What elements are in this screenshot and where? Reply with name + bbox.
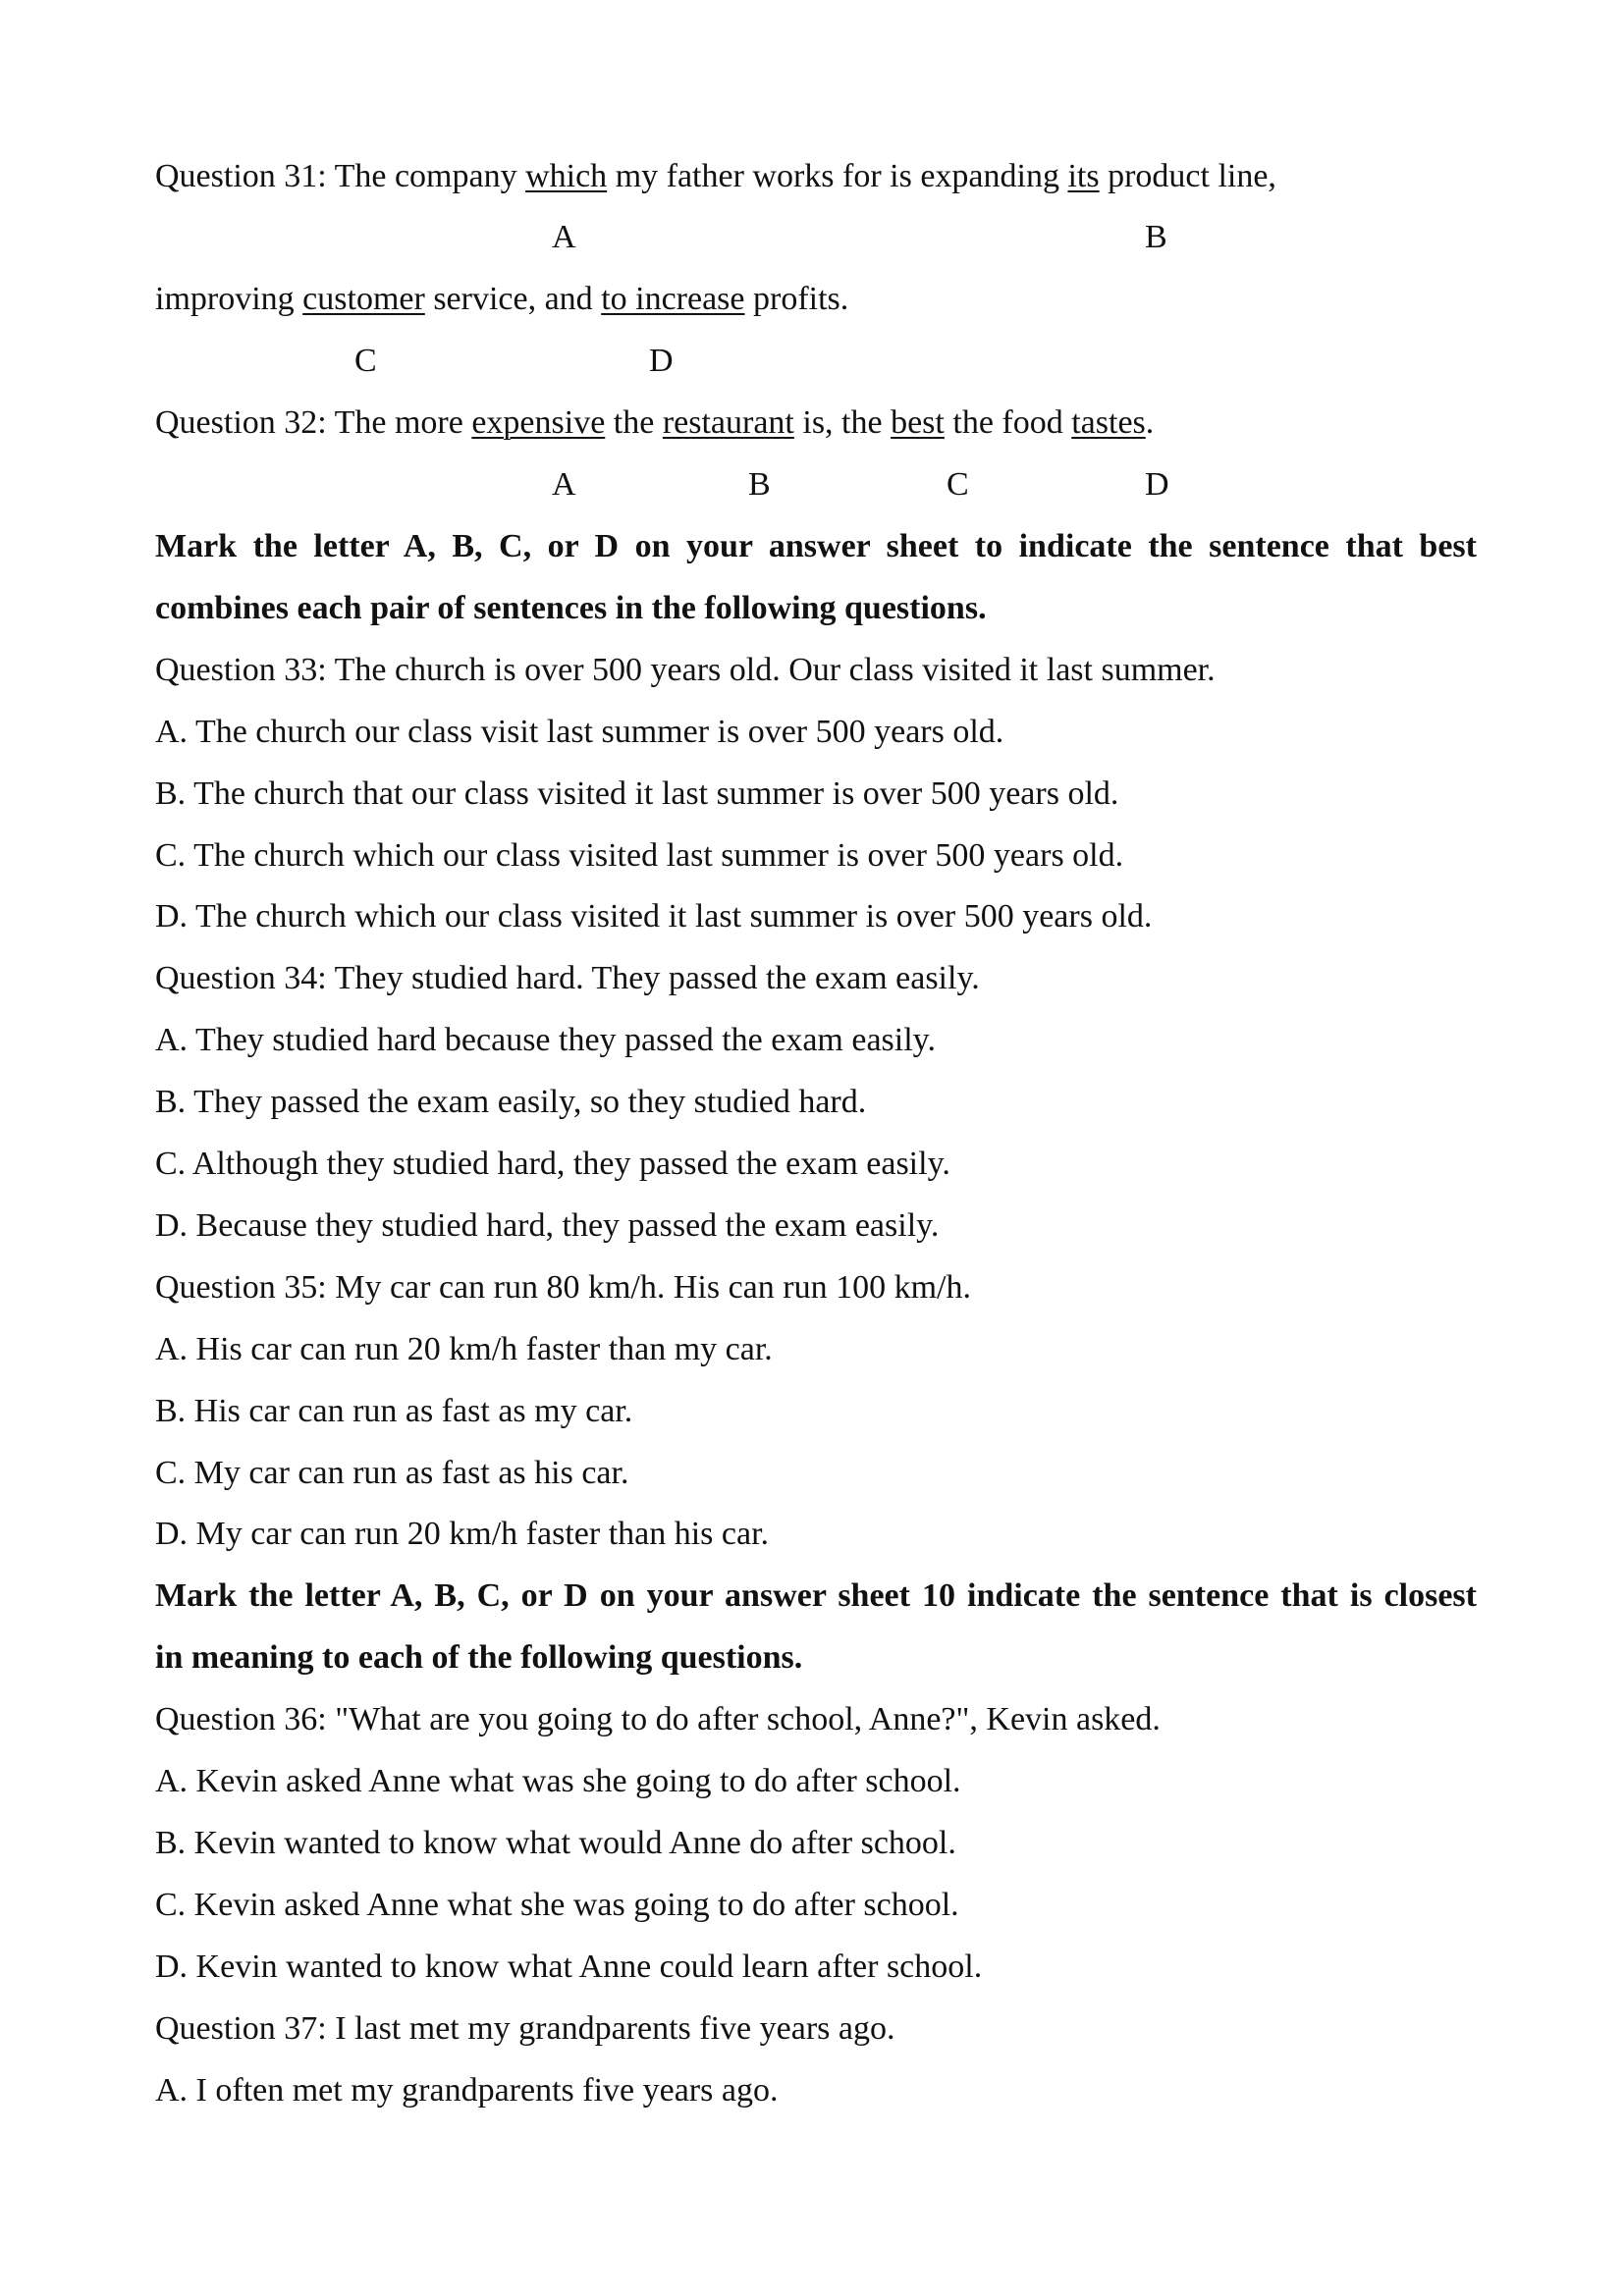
underlined-part-b: restaurant (662, 404, 794, 441)
underlined-part-d: tastes (1071, 404, 1146, 441)
option-b: B. Kevin wanted to know what would Anne do after school. (155, 1825, 956, 1861)
marker-d: D (1145, 466, 1169, 503)
option-c: C. Although they studied hard, they passed the exam easily. (155, 1146, 950, 1182)
underlined-part-a: which (525, 158, 608, 194)
question-32-text: the (605, 404, 663, 441)
option-c: C. My car can run as fast as his car. (155, 1455, 629, 1491)
marker-b: B (1145, 219, 1167, 255)
underlined-part-d: to increase (601, 281, 745, 317)
instruction-heading: Mark the letter A, B, C, or D on your answer sheet 10 indicate the sentence that is closest (155, 1577, 1477, 1614)
option-b: B. They passed the exam easily, so they studied hard. (155, 1084, 867, 1120)
underlined-part-a: expensive (471, 404, 606, 441)
option-b: B. The church that our class visited it last summer is over 500 years old. (155, 775, 1119, 812)
marker-b: B (748, 466, 771, 503)
marker-c: C (354, 343, 377, 379)
option-a: A. I often met my grandparents five years ago. (155, 2072, 779, 2109)
instruction-heading: in meaning to each of the following questions. (155, 1639, 803, 1676)
option-a: A. His car can run 20 km/h faster than my car. (155, 1331, 773, 1367)
question-32-text: the food (944, 404, 1072, 441)
question-31-text: improving (155, 281, 303, 317)
underlined-part-b: its (1067, 158, 1100, 194)
question-32-prefix: Question 32: The more (155, 404, 472, 441)
question-35: Question 35: My car can run 80 km/h. His can run 100 km/h. (155, 1269, 971, 1306)
marker-c: C (947, 466, 969, 503)
question-31-text: product line, (1099, 158, 1276, 194)
underlined-part-c: best (891, 404, 945, 441)
option-b: B. His car can run as fast as my car. (155, 1393, 633, 1429)
marker-a: A (552, 219, 576, 255)
question-31-text: profits. (744, 281, 849, 317)
option-d: D. The church which our class visited it last summer is over 500 years old. (155, 898, 1153, 934)
question-36: Question 36: "What are you going to do after school, Anne?", Kevin asked. (155, 1701, 1161, 1737)
question-31-line-2 (155, 280, 1477, 319)
question-31-prefix: Question 31: The company (155, 158, 526, 194)
option-d: D. My car can run 20 km/h faster than his car. (155, 1516, 770, 1552)
option-d: D. Because they studied hard, they passed the exam easily. (155, 1207, 940, 1244)
underlined-part-c: customer (302, 281, 425, 317)
question-32-text: is, the (793, 404, 892, 441)
question-33: Question 33: The church is over 500 years old. Our class visited it last summer. (155, 652, 1216, 688)
option-a: A. They studied hard because they passed the exam easily. (155, 1022, 936, 1058)
question-32-line (155, 403, 1477, 443)
question-32-text: . (1145, 404, 1155, 441)
option-c: C. The church which our class visited last summer is over 500 years old. (155, 837, 1124, 874)
question-34: Question 34: They studied hard. They passed the exam easily. (155, 960, 980, 996)
instruction-heading: Mark the letter A, B, C, or D on your answer sheet to indicate the sentence that best (155, 528, 1477, 564)
instruction-heading: combines each pair of sentences in the following questions. (155, 590, 987, 626)
marker-a: A (552, 466, 576, 503)
marker-d: D (649, 343, 674, 379)
question-37: Question 37: I last met my grandparents five years ago. (155, 2010, 895, 2047)
question-31-line-1 (155, 157, 1477, 196)
option-c: C. Kevin asked Anne what she was going to do after school. (155, 1887, 959, 1923)
option-a: A. Kevin asked Anne what was she going to do after school. (155, 1763, 961, 1799)
option-d: D. Kevin wanted to know what Anne could learn after school. (155, 1949, 983, 1985)
question-31-text: my father works for is expanding (607, 158, 1068, 194)
question-31-text: service, and (424, 281, 602, 317)
option-a: A. The church our class visit last summer is over 500 years old. (155, 714, 1004, 750)
